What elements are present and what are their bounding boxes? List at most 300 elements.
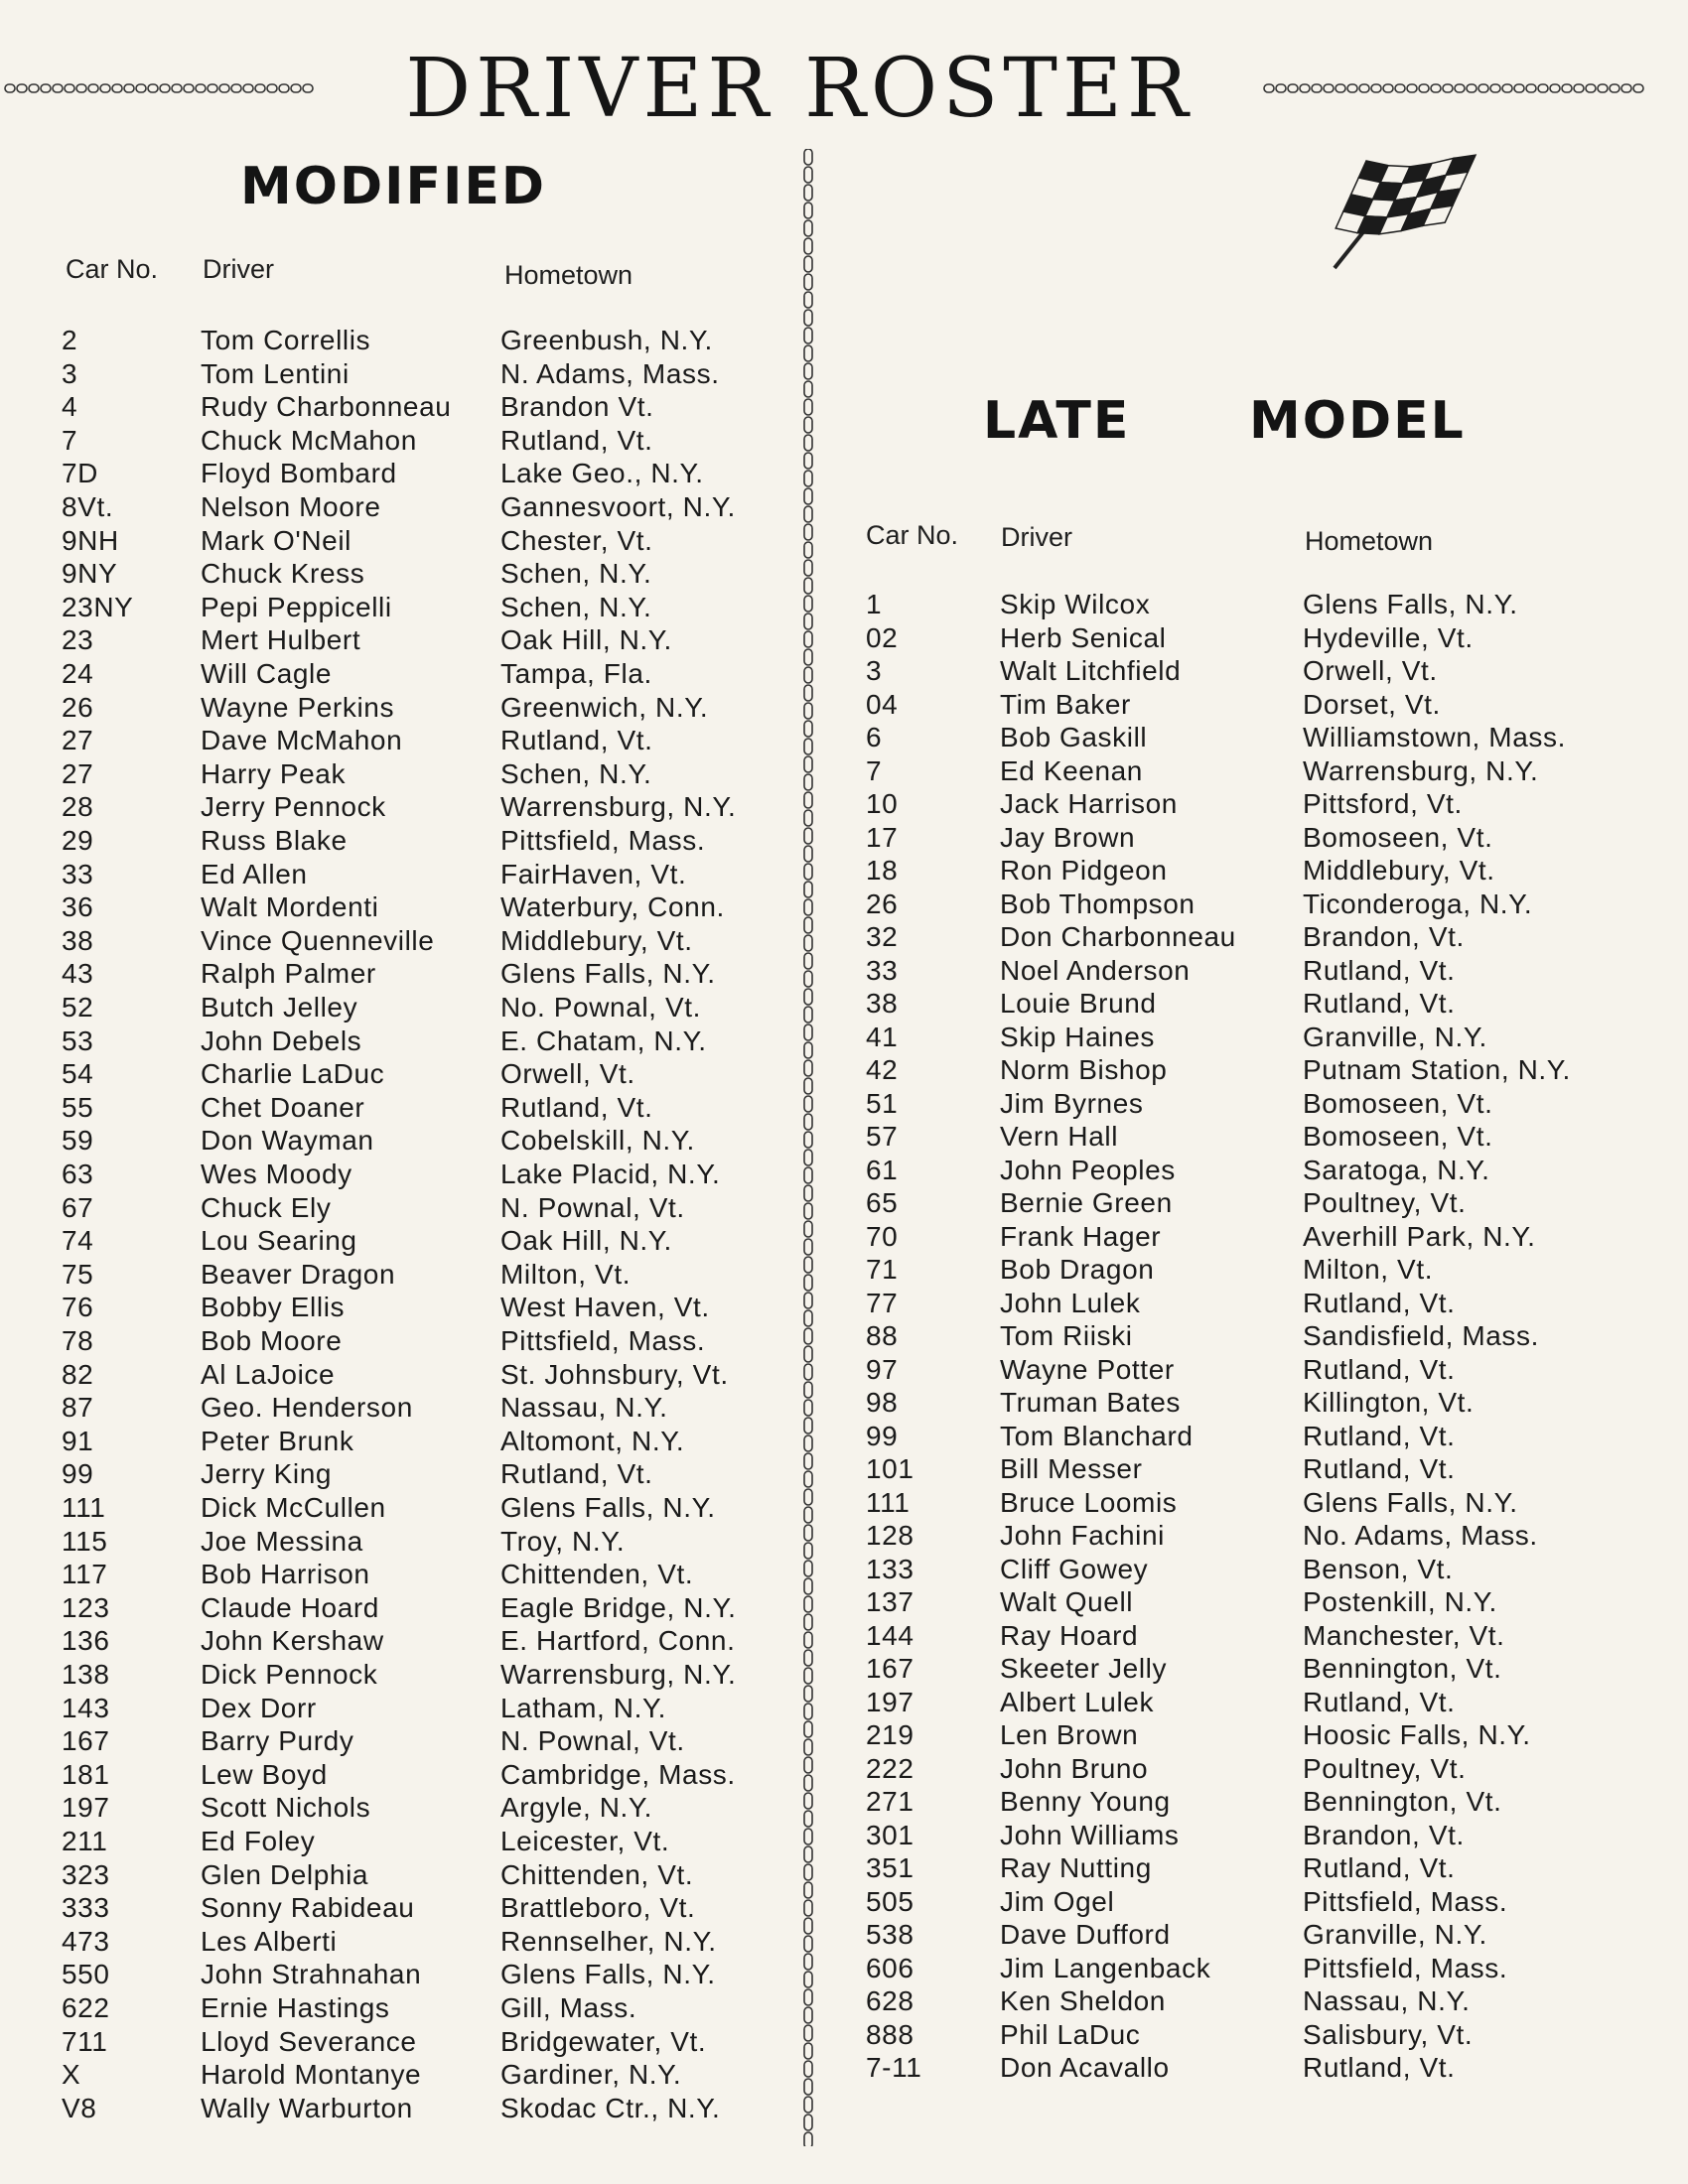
hometown: Middlebury, Vt. [1303,855,1495,886]
hometown: Killington, Vt. [1303,1387,1475,1418]
hometown: Greenbush, N.Y. [500,325,713,355]
car-number: 550 [62,1959,110,1990]
roster-row [866,1918,1620,1951]
driver-name: Peter Brunk [201,1425,354,1456]
hometown: Granville, N.Y. [1303,1919,1487,1950]
hometown: Warrensburg, N.Y. [1303,754,1539,786]
roster-row [62,757,757,790]
roster-row [866,1021,1620,1053]
hometown: Rutland, Vt. [1303,1453,1456,1484]
driver-name: Don Acavallo [1000,2052,1170,2083]
car-number: 02 [866,621,899,653]
hometown: Chester, Vt. [500,524,653,556]
driver-name: John Debels [201,1024,362,1056]
hometown: Pittsford, Vt. [1303,788,1463,819]
car-number: 301 [866,1819,914,1850]
hometown: St. Johnsbury, Vt. [500,1358,729,1390]
hometown: Hoosic Falls, N.Y. [1303,1719,1531,1750]
hometown: Bomoseen, Vt. [1303,821,1493,853]
driver-name: Tom Riiski [1000,1320,1133,1351]
roster-row [866,1154,1620,1186]
hometown: Bomoseen, Vt. [1303,1121,1493,1152]
hometown: Postenkill, N.Y. [1303,1586,1497,1617]
driver-name: Bobby Ellis [201,1292,346,1323]
driver-name: Ed Foley [201,1826,316,1856]
driver-name: Tim Baker [1000,688,1131,720]
car-number: 219 [866,1719,914,1750]
driver-name: Norm Bishop [1000,1054,1168,1085]
car-number: 59 [62,1125,94,1157]
roster-row [62,1558,757,1590]
roster-row [62,557,757,590]
car-number: 38 [866,988,899,1019]
roster-row [62,657,757,690]
roster-row [866,1619,1620,1652]
driver-name: John Fachini [1000,1520,1165,1551]
hometown: Bomoseen, Vt. [1303,1087,1493,1119]
driver-name: Len Brown [1000,1719,1139,1750]
roster-row [866,754,1620,787]
car-number: 167 [866,1653,914,1684]
hometown: Pittsfield, Mass. [500,825,706,856]
car-number: 351 [866,1852,914,1883]
driver-name: Tom Lentini [201,357,350,389]
driver-name: Lou Searing [201,1225,357,1257]
hometown: Orwell, Vt. [1303,655,1438,686]
roster-row [62,1057,757,1090]
chain-border-icon [4,81,322,95]
column-divider [800,149,816,2146]
car-number: 28 [62,791,94,823]
roster-row [62,991,757,1024]
car-number: 136 [62,1625,110,1657]
car-number: 57 [866,1121,899,1152]
driver-name: Wayne Potter [1000,1353,1175,1385]
car-number: 9NH [62,524,119,556]
car-number: 167 [62,1725,110,1757]
driver-name: Phil LaDuc [1000,2018,1141,2050]
roster-row [62,957,757,990]
roster-row [62,1891,757,1924]
roster-row [866,1486,1620,1519]
driver-name: John Kershaw [201,1625,384,1657]
car-number: 71 [866,1254,899,1285]
car-number: 7-11 [866,2052,922,2083]
hometown: No. Adams, Mass. [1303,1520,1538,1551]
hometown: Oak Hill, N.Y. [500,1225,672,1257]
hometown: Rutland, Vt. [1303,1287,1456,1318]
hometown: Rennselher, N.Y. [500,1925,717,1957]
car-number: 7 [866,754,883,786]
roster-row [62,1525,757,1558]
driver-name: Ken Sheldon [1000,1985,1166,2016]
driver-name: Wayne Perkins [201,691,395,723]
driver-name: Will Cagle [201,658,333,689]
driver-name: Barry Purdy [201,1725,354,1757]
hometown: Lake Geo., N.Y. [500,458,704,489]
driver-name: Beaver Dragon [201,1258,396,1290]
hometown: Saratoga, N.Y. [1303,1154,1490,1185]
roster-row [866,1984,1620,2017]
roster-row [866,1785,1620,1818]
hometown: FairHaven, Vt. [500,858,687,889]
hometown: Gill, Mass. [500,1992,637,2023]
driver-name: Chet Doaner [201,1091,365,1123]
car-number: 61 [866,1154,899,1185]
car-number: 323 [62,1858,110,1890]
driver-name: Vince Quenneville [201,924,435,956]
driver-name: John Lulek [1000,1287,1141,1318]
driver-name: Ed Allen [201,858,308,889]
driver-name: Bill Messer [1000,1453,1143,1484]
roster-row [866,854,1620,887]
driver-name: John Peoples [1000,1154,1176,1185]
car-number: 87 [62,1392,94,1424]
roster-row [866,1319,1620,1352]
hometown: Williamstown, Mass. [1303,722,1566,752]
driver-name: Scott Nichols [201,1792,371,1824]
hometown: Schen, N.Y. [500,757,652,789]
hometown: Leicester, Vt. [500,1826,670,1856]
hometown: Gannesvoort, N.Y. [500,491,736,522]
roster-row [62,324,757,356]
car-number: 123 [62,1591,110,1623]
hometown: Argyle, N.Y. [500,1792,652,1824]
roster-row [62,1658,757,1691]
car-number: 32 [866,921,899,952]
car-number: 99 [866,1420,899,1451]
car-number: 36 [62,891,94,923]
car-number: 51 [866,1087,899,1119]
driver-name: Lloyd Severance [201,2025,417,2057]
car-number: 23NY [62,591,134,622]
hometown: Rutland, Vt. [1303,1686,1456,1717]
car-number: 197 [866,1686,914,1717]
car-number: 211 [62,1826,108,1856]
car-number: 70 [866,1220,899,1252]
hometown: Milton, Vt. [1303,1254,1434,1285]
driver-name: John Williams [1000,1819,1180,1850]
car-number: 538 [866,1919,914,1950]
driver-name: Chuck McMahon [201,424,417,456]
driver-name: Herb Senical [1000,621,1167,653]
roster-row [62,1991,757,2024]
driver-name: Joe Messina [201,1525,363,1557]
roster-row [866,954,1620,987]
car-number: 97 [866,1353,899,1385]
driver-name: Pepi Peppicelli [201,591,392,622]
hometown: Pittsfield, Mass. [1303,1885,1508,1917]
driver-name: Ron Pidgeon [1000,855,1168,886]
car-number: 38 [62,924,94,956]
driver-name: Ray Hoard [1000,1619,1139,1651]
driver-name: Truman Bates [1000,1387,1182,1418]
hometown: Tampa, Fla. [500,658,652,689]
car-number: 222 [866,1752,914,1784]
roster-row [62,1491,757,1524]
hometown: Chittenden, Vt. [500,1559,694,1590]
roster-row [62,1024,757,1057]
roster-row [62,1391,757,1424]
driver-name: Chuck Kress [201,558,365,590]
hometown: Milton, Vt. [500,1258,632,1290]
roster-row [62,1457,757,1490]
driver-name: Geo. Henderson [201,1392,413,1424]
roster-row [62,390,757,423]
hometown: Dorset, Vt. [1303,688,1441,720]
car-number: 143 [62,1692,110,1723]
roster-row [866,721,1620,753]
hometown: Latham, N.Y. [500,1692,666,1723]
driver-name: Albert Lulek [1000,1686,1155,1717]
hometown: E. Hartford, Conn. [500,1625,736,1657]
roster-row [62,1324,757,1357]
hometown: Rutland, Vt. [500,1458,653,1490]
car-number: 27 [62,757,94,789]
roster-row [62,724,757,756]
hometown: Rutland, Vt. [500,725,653,756]
driver-name: Benny Young [1000,1786,1171,1817]
hometown: Oak Hill, N.Y. [500,624,672,656]
car-number: 24 [62,658,94,689]
driver-name: Cliff Gowey [1000,1553,1149,1584]
roster-row [62,1791,757,1824]
hometown: Brandon, Vt. [1303,921,1465,952]
roster-row [866,1353,1620,1386]
hometown: Averhill Park, N.Y. [1303,1220,1536,1252]
car-number: 3 [62,357,78,389]
roster-row [866,1519,1620,1552]
car-number: 138 [62,1659,110,1690]
driver-name: Chuck Ely [201,1191,332,1223]
roster-row [62,1291,757,1323]
car-number: 333 [62,1892,110,1924]
driver-name: John Strahnahan [201,1959,422,1990]
roster-row [62,457,757,489]
roster-row [62,1358,757,1391]
roster-row [866,1053,1620,1086]
roster-row [866,654,1620,687]
car-number: 26 [62,691,94,723]
late-header-driver: Driver [1001,522,1072,552]
driver-name: Vern Hall [1000,1121,1119,1152]
car-number: 74 [62,1225,94,1257]
driver-name: Sonny Rabideau [201,1892,415,1924]
roster-row [866,887,1620,920]
driver-name: Dave McMahon [201,725,403,756]
roster-row [866,1420,1620,1452]
roster-row [62,790,757,823]
hometown: Brattleboro, Vt. [500,1892,696,1924]
hometown: No. Pownal, Vt. [500,992,701,1023]
car-number: 23 [62,624,94,656]
roster-row [62,1425,757,1457]
roster-row [866,1120,1620,1153]
driver-name: Skip Wilcox [1000,589,1151,619]
modified-heading: MODIFIED [240,157,547,216]
driver-name: Wes Moody [201,1159,352,1189]
hometown: Troy, N.Y. [500,1525,626,1557]
roster-row [866,1452,1620,1485]
car-number: 7 [62,424,78,456]
car-number: 128 [866,1520,914,1551]
roster-row [62,524,757,557]
hometown: N. Adams, Mass. [500,357,720,389]
roster-row [866,1553,1620,1585]
roster-row [62,858,757,890]
modified-header-car-no: Car No. [66,254,159,284]
roster-row [62,357,757,390]
hometown: Bennington, Vt. [1303,1786,1502,1817]
driver-name: Butch Jelley [201,992,358,1023]
hometown: Putnam Station, N.Y. [1303,1054,1571,1085]
driver-name: Rudy Charbonneau [201,391,452,423]
driver-name: Bob Dragon [1000,1254,1155,1285]
roster-row [866,588,1620,620]
late-header-hometown: Hometown [1305,526,1434,556]
driver-name: Harold Montanye [201,2059,422,2091]
roster-row [62,1958,757,1990]
driver-name: Ralph Palmer [201,958,376,990]
hometown: Bridgewater, Vt. [500,2025,707,2057]
roster-row [866,1652,1620,1685]
car-number: 54 [62,1058,94,1090]
hometown: Salisbury, Vt. [1303,2018,1474,2050]
hometown: Chittenden, Vt. [500,1858,694,1890]
roster-row [866,1752,1620,1785]
hometown: Cobelskill, N.Y. [500,1125,695,1157]
roster-row [62,1158,757,1190]
driver-name: Bob Harrison [201,1559,370,1590]
car-number: 33 [866,954,899,986]
driver-name: Jim Ogel [1000,1885,1115,1917]
hometown: Warrensburg, N.Y. [500,1659,737,1690]
car-number: 17 [866,821,899,853]
roster-row [866,1885,1620,1918]
driver-name: Dex Dorr [201,1692,317,1723]
car-number: 271 [866,1786,914,1817]
hometown: Middlebury, Vt. [500,924,693,956]
driver-name: Bernie Green [1000,1187,1173,1218]
driver-name: Skip Haines [1000,1021,1156,1052]
car-number: 115 [62,1525,108,1557]
roster-row [62,1258,757,1291]
hometown: Glens Falls, N.Y. [1303,589,1518,619]
car-number: 52 [62,992,94,1023]
car-number: 181 [62,1758,110,1790]
hometown: Poultney, Vt. [1303,1187,1467,1218]
car-number: X [62,2059,81,2091]
hometown: N. Pownal, Vt. [500,1725,685,1757]
hometown: Waterbury, Conn. [500,891,725,923]
car-number: 9NY [62,558,118,590]
hometown: Warrensburg, N.Y. [500,791,737,823]
roster-row [866,821,1620,854]
driver-name: Russ Blake [201,825,348,856]
driver-name: Jack Harrison [1000,788,1178,819]
late-header-car-no: Car No. [866,520,959,550]
page-title: DRIVER ROSTER [405,42,1194,136]
car-number: 67 [62,1191,94,1223]
car-number: 63 [62,1159,94,1189]
car-number: 111 [62,1492,106,1523]
hometown: Greenwich, N.Y. [500,691,709,723]
hometown: Rutland, Vt. [1303,1353,1456,1385]
hometown: Poultney, Vt. [1303,1752,1467,1784]
roster-row [62,1825,757,1857]
car-number: 42 [866,1054,899,1085]
car-number: 33 [62,858,94,889]
hometown: Granville, N.Y. [1303,1021,1487,1052]
hometown: Nassau, N.Y. [500,1392,668,1424]
roster-row [866,1718,1620,1751]
roster-row [62,591,757,623]
car-number: 26 [866,887,899,919]
driver-name: Mark O'Neil [201,524,352,556]
roster-row [62,490,757,523]
car-number: 1 [866,589,883,619]
car-number: 111 [866,1486,911,1518]
hometown: Glens Falls, N.Y. [1303,1486,1518,1518]
hometown: Rutland, Vt. [1303,988,1456,1019]
car-number: 99 [62,1458,94,1490]
driver-name: Jerry King [201,1458,333,1490]
hometown: Eagle Bridge, N.Y. [500,1591,737,1623]
car-number: 04 [866,688,899,720]
driver-name: Frank Hager [1000,1220,1162,1252]
roster-row [866,1952,1620,1984]
roster-row [62,1925,757,1958]
car-number: 888 [866,2018,914,2050]
driver-name: Les Alberti [201,1925,338,1957]
hometown: Schen, N.Y. [500,591,652,622]
roster-row [62,2058,757,2091]
car-number: 10 [866,788,899,819]
hometown: Pittsfield, Mass. [500,1325,706,1356]
driver-name: Don Charbonneau [1000,921,1236,952]
roster-row [62,924,757,957]
car-number: 91 [62,1425,94,1456]
car-number: 8Vt. [62,491,114,522]
driver-name: Dick Pennock [201,1659,378,1690]
roster-row [62,2025,757,2058]
driver-name: Don Wayman [201,1125,374,1157]
checkered-flag-icon [1327,151,1485,276]
car-number: 3 [866,655,883,686]
modified-header-hometown: Hometown [504,260,633,290]
hometown: Lake Placid, N.Y. [500,1159,721,1189]
driver-name: Nelson Moore [201,491,381,522]
roster-row [866,621,1620,654]
late-model-heading-model: MODEL [1249,391,1466,451]
roster-row [866,2051,1620,2084]
driver-name: Bruce Loomis [1000,1486,1178,1518]
roster-row [62,1624,757,1657]
driver-name: Jim Byrnes [1000,1087,1144,1119]
roster-row [866,987,1620,1020]
driver-name: Charlie LaDuc [201,1058,385,1090]
roster-row [866,1851,1620,1884]
driver-name: Bob Gaskill [1000,722,1148,752]
car-number: 4 [62,391,78,423]
hometown: Ticonderoga, N.Y. [1303,887,1533,919]
roster-row [62,1191,757,1224]
roster-row [62,1858,757,1891]
modified-header-driver: Driver [203,254,274,284]
car-number: 137 [866,1586,914,1617]
car-number: 622 [62,1992,110,2023]
car-number: 101 [866,1453,914,1484]
